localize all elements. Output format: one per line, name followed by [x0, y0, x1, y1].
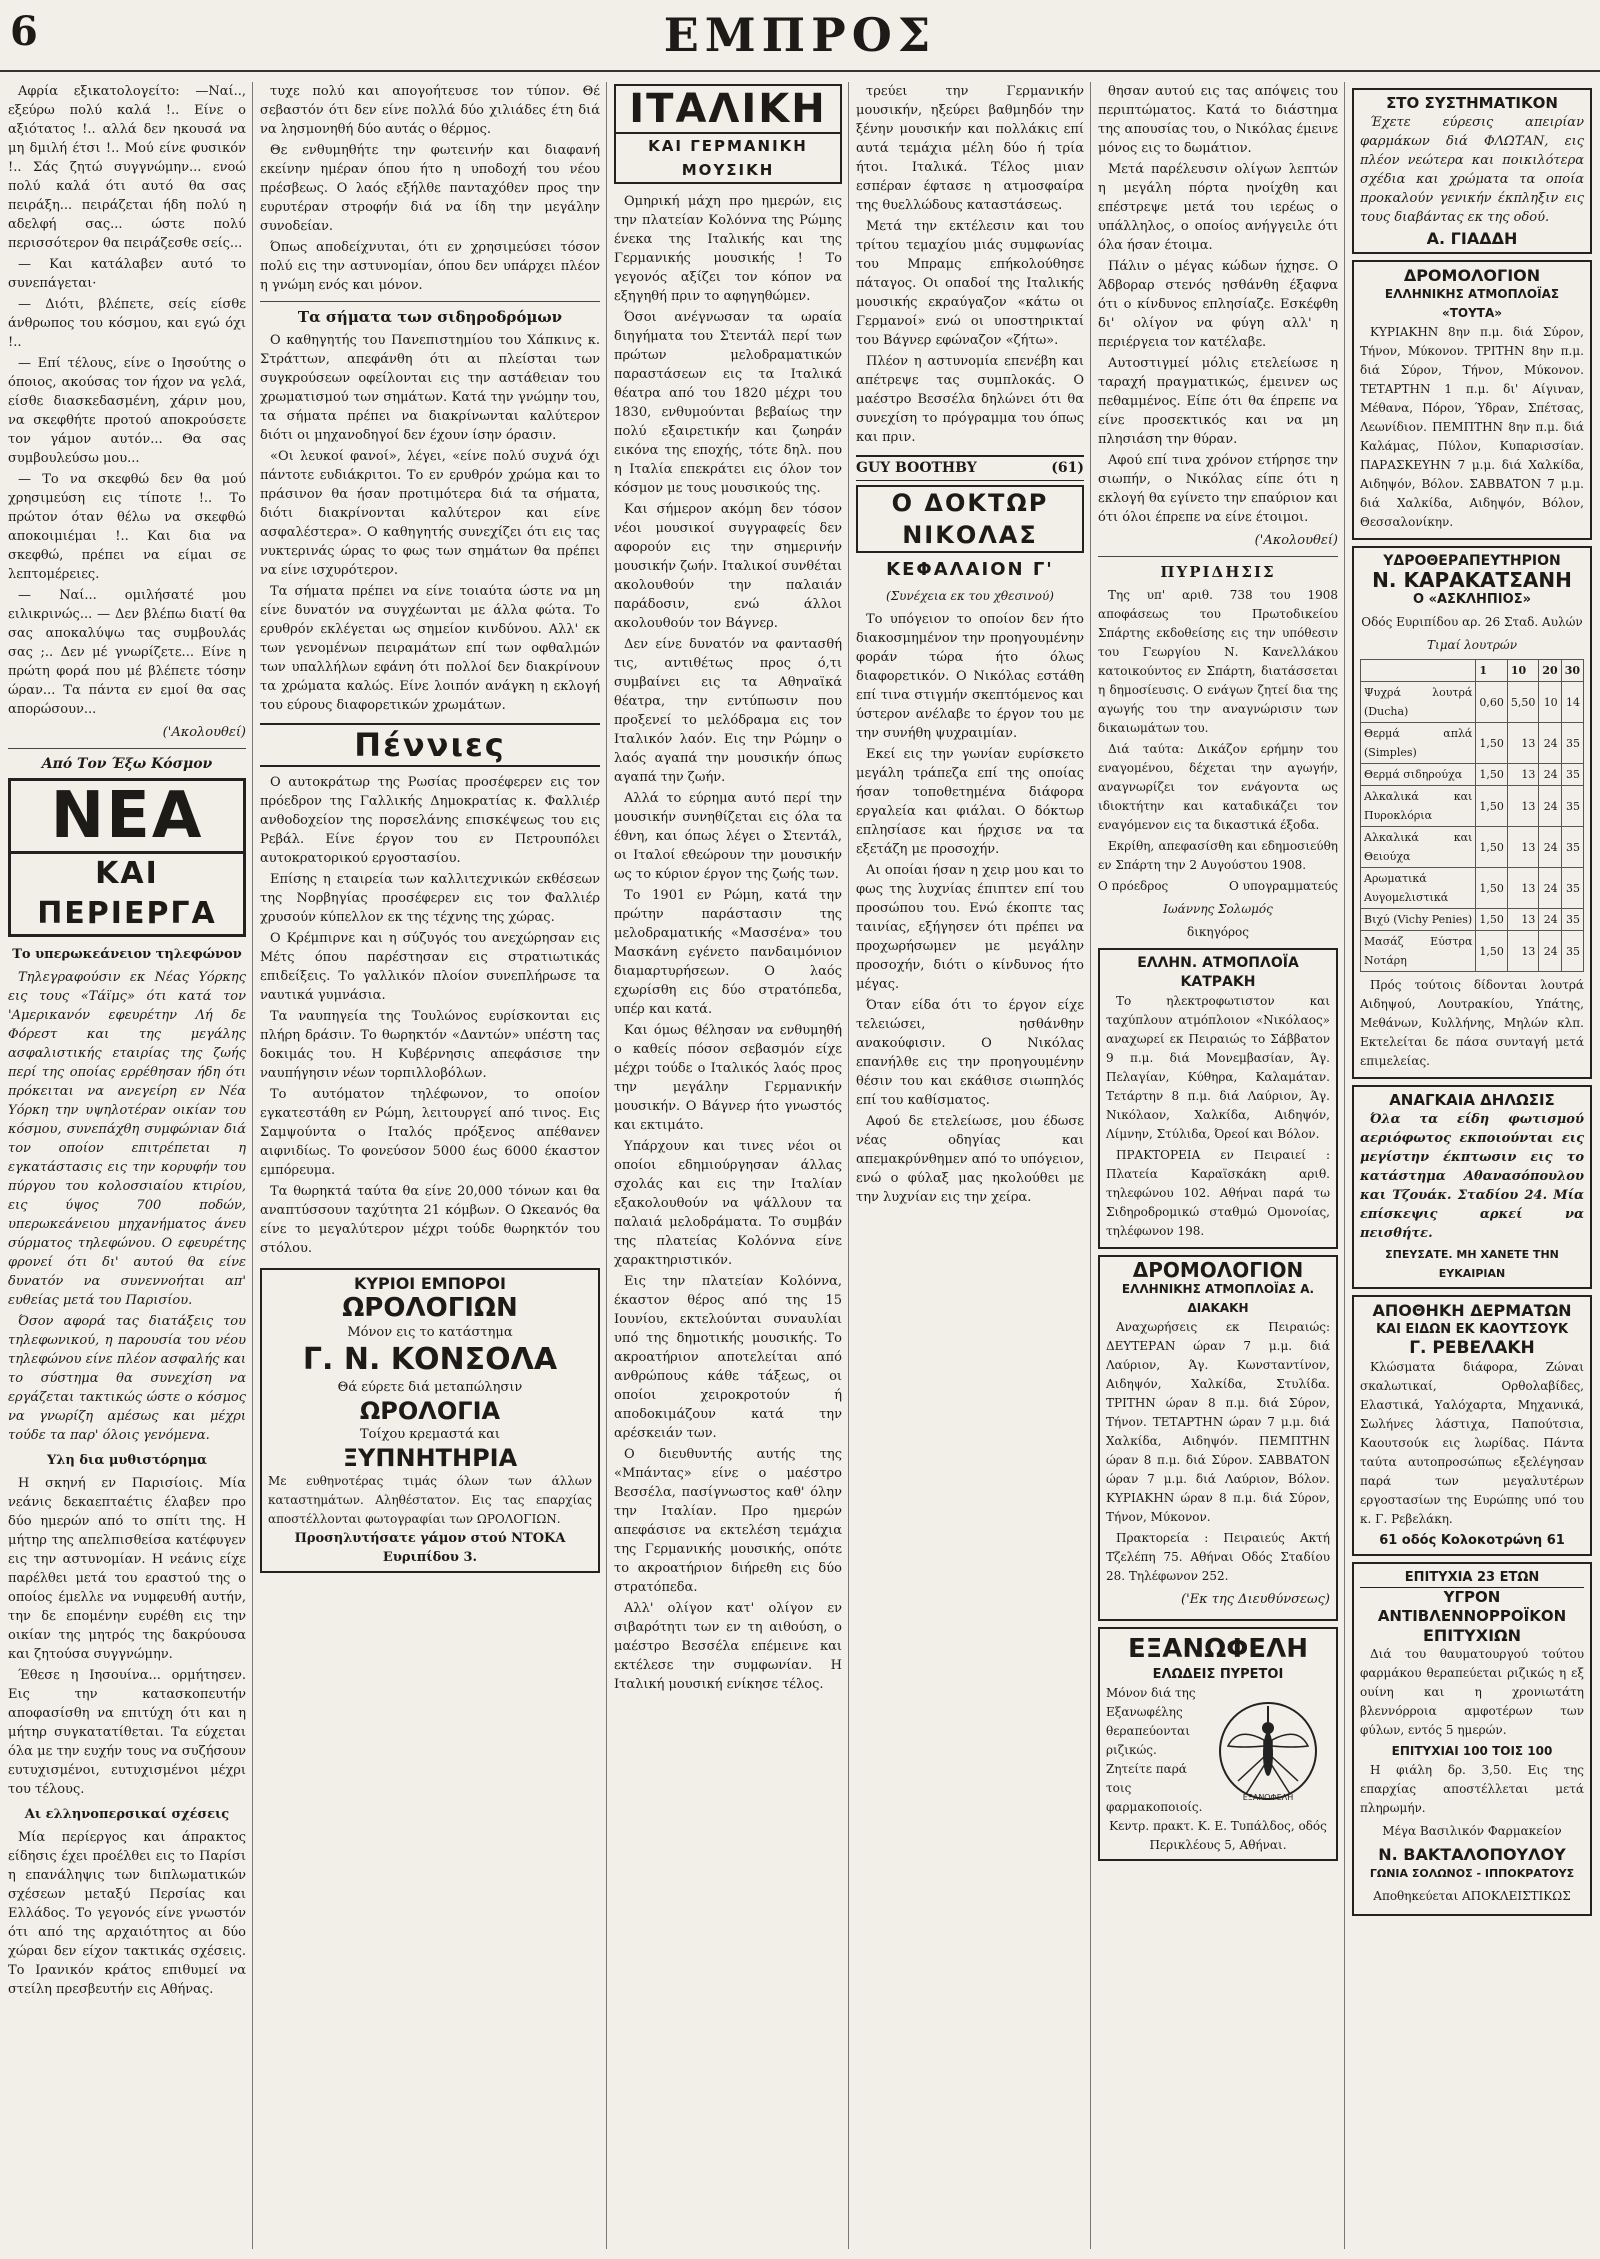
novel-paragraph: Πάλιν ο μέγας κώδων ήχησε. Ο Άδβοραρ στενός ησθάνθη έξαφνα ότι ο κίνδυνος επλησίαζε. Εσκέφθη δι' ολίγον να φύγη αλλ' η περιέργεια τον κατέλαβε. — [1098, 259, 1338, 350]
novel-paragraph: Αφού δε ετελείωσε, μου έδωσε νέας οδηγίας και απεμακρύνθημεν από το υπόγειον, ενώ ο φύλαξ μας ηκολούθει με την λυχνίαν εις την χείρα. — [856, 1114, 1084, 1205]
necessary-declaration-ad — [1352, 1085, 1592, 1289]
table-cell-price: 13 — [1507, 909, 1539, 931]
ad-title: ΔΡΟΜΟΛΟΓΙΟΝ — [1403, 266, 1541, 285]
novel-title: Ο ΔΟΚΤΩΡ ΝΙΚΟΛΑΣ — [856, 485, 1084, 553]
ad-line: ΩΡΟΛΟΓΙΩΝ — [342, 1293, 518, 1323]
column-rule — [252, 82, 253, 2249]
table-cell-name: Αλκαλικά και Θειούχα — [1361, 827, 1476, 868]
table-header: 30 — [1561, 660, 1583, 682]
ad-title: ΑΝΑΓΚΑΙΑ ΔΗΛΩΣΙΣ — [1389, 1091, 1555, 1109]
price-table-title: Τιμαί λουτρών — [1426, 638, 1518, 652]
table-row — [1361, 764, 1584, 786]
ad-content — [1106, 1684, 1330, 1817]
ad-title: ΣΤΟ ΣΥΣΤΗΜΑΤΙΚΟΝ — [1386, 94, 1558, 112]
article-paragraph: Τα ναυπηγεία της Τουλώνος ευρίσκονται εις πλήρη δράσιν. Το θωρηκτόν «Δαντών» υπέστη τας δοκιμάς του. Η Κυβέρνησις απεφάσισε την ναυπήγησιν νέων τορπιλλοβόλων. — [260, 1009, 600, 1081]
column-rule — [848, 82, 849, 2249]
stamp-text: ΕΞΑΝΩΦΕΛΗ — [1242, 1792, 1294, 1802]
signature-label: Ο υπογραμματεύς — [1229, 879, 1338, 893]
ad-line: ΚΥΡΙΟΙ ΕΜΠΟΡΟΙ — [354, 1274, 506, 1293]
novel-installment: (61) — [1051, 460, 1084, 476]
article-paragraph: Τα θωρηκτά ταύτα θα είνε 20,000 τόνων και θα αναπτύσσουν ταχύτητα 21 κόμβων. Ο Ωκεανός θα είνε το μεγαλύτερον μέχρι τούδε θωρηκτόν του στόλου. — [260, 1184, 600, 1256]
merchant-name: Γ. Ν. ΚΟΝΣΟΛΑ — [302, 1342, 558, 1377]
diakakis-schedule-ad — [1098, 1255, 1338, 1621]
serial-paragraph: — Το να σκεφθώ δεν θα μού χρησιμεύση εις τίποτε !.. Το πρώτον όταν θέλω να σκεφθώ αποκοιμιέμαι !.. Και δια να σκεφθώ, πρέπει να είμαι σε λεπτομέρειες. — [8, 472, 246, 582]
page-number: 6 — [10, 8, 38, 55]
price-table-body — [1361, 682, 1584, 972]
notice-paragraph: Εκρίθη, απεφασίσθη και εδημοσιεύθη εν Σπάρτη την 2 Αυγούστου 1908. — [1098, 839, 1338, 872]
divider — [260, 301, 600, 302]
novel-paragraph: Αι οποίαι ήσαν η χειρ μου και το φως της λυχνίας έπιπτεν επί του προσώπου του. Ενώ έκοπτε τας ταινίας, εξήγησεν ότι πρέπει να προχωρήσωμεν με μεγάλην προσοχήν, διότι ο κίνδυνος ήτο μέγας. — [856, 863, 1084, 992]
article-paragraph: Αλλ' ολίγον κατ' ολίγον εν σιβαρότητι των εν τη αιθούση, ο μαέστρο Βεσσέλα επέμεινε και εκτέλεσε την συμφωνίαν. Η Ιταλική μουσική ενίκησε τέλος. — [614, 1601, 842, 1692]
bath-price-table — [1360, 659, 1584, 972]
ad-title: ΑΠΟΘΗΚΗ ΔΕΡΜΑΤΩΝ — [1372, 1301, 1572, 1320]
hydrotherapy-ad — [1352, 546, 1592, 1079]
ad-name: Ν. ΒΑΚΤΑΛΟΠΟΥΛΟΥ — [1378, 1845, 1566, 1864]
ad-title: ΥΓΡΟΝ ΑΝΤΙΒΛΕΝΝΟΡΡΟΪΚΟΝ — [1377, 1588, 1567, 1625]
chapter-subheading: (Συνέχεια εκ του χθεσινού) — [886, 589, 1054, 603]
pennies-headline: Πέννιες — [260, 723, 600, 767]
column-rule — [1344, 82, 1345, 2249]
mosquito-icon — [1208, 1696, 1328, 1806]
article-paragraph: Υπάρχουν και τινες νέοι οι οποίοι εδημιούργησαν άλλας σχολάς και εις την Ιταλίαν εξακολουθούν να ψάλλουν τα παλαιά μελοδράματα. Το συμβάν της πλατείας Κολόννα είνε χαρακτηριστικόν. — [614, 1139, 842, 1268]
table-cell-price: 13 — [1507, 723, 1539, 764]
table-cell-price: 1,50 — [1476, 764, 1508, 786]
ad-title: ΥΔΡΟΘΕΡΑΠΕΥΤΗΡΙΟΝ — [1383, 553, 1561, 569]
table-cell-price: 13 — [1507, 931, 1539, 972]
article-paragraph: Ο αυτοκράτωρ της Ρωσίας προσέφερεν εις τον πρόεδρον της Γαλλικής Δημοκρατίας κ. Φαλλιέρ ανθοδοχείον της πορσελάνης επισκέψεως του εις Ρεβάλ. Είνε έργον του εν Πετρουπόλει αυτοκρατορικού εργοστασίου. — [260, 775, 600, 866]
article-paragraph: Το αυτόματον τηλέφωνον, το οποίον εγκατεστάθη εν Ρώμη, λειτουργεί από τινος. Εις Σαμψούντα ο Ιταλός πρόξενος απέθανεν αιφνιδίως. Το φονεύσον 5000 έως 6000 έκαστον εμπόρευμα. — [260, 1087, 600, 1178]
ad-line: ΞΥΠΝΗΤΗΡΙΑ — [342, 1444, 518, 1472]
novel-paragraph: Μετά παρέλευσιν ολίγων λεπτών η μεγάλη πόρτα ηνοίχθη και επέστρεψε μετά του ιερέως ο υπάλληλος, ο οποίος ανήγγειλε ότι όλα ήσαν έτοιμα. — [1098, 162, 1338, 253]
ad-footer: Προσηλυτήσατε γάμον στού ΝΤΟΚΑ Ευριπίδου 3. — [294, 1531, 566, 1565]
article-paragraph: τρεύει την Γερμανικήν μουσικήν, ηξεύρει βαθμηδόν την ξένην μουσικήν και πολλάκις επί αυτά τεμάχια μέλη δύο ή τρία ήτοι. Ιταλικά. Τέλος μιαν εσπέραν έφτασε η ατμοσφαίρα της θυελλώδους καταστάσεως. — [856, 84, 1084, 213]
signature-role: δικηγόρος — [1186, 925, 1249, 939]
ad-subtitle: ΕΛΛΗΝΙΚΗΣ ΑΤΜΟΠΛΟΪΑΣ «ΤΟΥΤΑ» — [1384, 287, 1560, 320]
notice-signatures — [1098, 877, 1338, 896]
table-cell-name: Ψυχρά λουτρά (Ducha) — [1361, 682, 1476, 723]
table-cell-price: 1,50 — [1476, 786, 1508, 827]
masthead — [0, 0, 1600, 72]
novel-paragraph: Όταν είδα ότι το έργον είχε τελειώσει, ησθάνθην ανακούφισιν. Ο Νικόλας επανήλθε εις την προηγουμένην θέσιν του και εκάθισε σιωπηλός επί του καθίσματος. — [856, 998, 1084, 1108]
article-paragraph: Τηλεγραφούσιν εκ Νέας Υόρκης εις τους «Τάϊμς» ότι κατά τον 'Αμερικανόν εφευρέτην Λή δε Φόρεστ και της μεγάλης ασφαλιστικής εταιρίας της ζωής περί της οποίας ερρέθησαν ήδη ότι πρόκειται να ανεγείρη εν Νέα Υόρκη την υψηλοτέραν οικίαν του κόσμου, συνεπάχθη συμφώνιαν διά τον οποίον επιτρέπεται η εγκατάστασις εις την κορυφήν του πύργου του κολοσσιαίου κτιρίου, εις ύψος 700 ποδών, υπερωκεάνειου μηχανήματος άνευ σύρματος τηλεφώνου. Ο εφευρέτης φρονεί ότι δι' αυτού θα είνε δυνατόν να συνεννοήται απ' ευθείας μετά του Παρισίου. — [8, 970, 246, 1308]
ad-address: Οδός Ευριπίδου αρ. 26 Σταδ. Αυλών — [1361, 615, 1583, 629]
article-paragraph: Εις την πλατείαν Κολόννα, έκαστον θέρος από της 15 Ιουνίου, εκτελούνται συναυλίαι υπό της δημοτικής μουσικής. Το ακροατήριον αποτελείται από ανθρώπους κάθε τάξεως, οι οποίοι χειροκροτούν ή αποδοκιμάζουν κατά την αρέσκειάν των. — [614, 1274, 842, 1441]
ad-body: Η φιάλη δρ. 3,50. Εις της επαρχίας αποστέλλεται μετά πληρωμήν. — [1360, 1763, 1584, 1815]
ad-footer: ΣΠΕΥΣΑΤΕ. ΜΗ ΧΑΝΕΤΕ ΤΗΝ ΕΥΚΑΙΡΙΑΝ — [1385, 1248, 1559, 1280]
section-label: Από Τον Έξω Κόσμον — [41, 756, 213, 772]
ad-body: Πρακτορεία : Πειραιεύς Ακτή Τζελέπη 75. Αθήναι Οδός Σταδίου 28. Τηλέφωνον 252. — [1106, 1531, 1330, 1583]
table-cell-price: 1,50 — [1476, 723, 1508, 764]
nea-headline: ΝΕΑ — [8, 778, 246, 854]
column-6 — [1352, 82, 1592, 2249]
table-cell-price: 35 — [1561, 909, 1583, 931]
article-paragraph: «Οι λευκοί φανοί», λέγει, «είνε πολύ συχνά όχι πάντοτε ευδιάκριτοι. Το εν ερυθρόν χρώμα και το πράσινον θα ήσαν προτιμότερα διά τα σήματα, διότι διακρίνονται καλύτερον και είνε ασφαλέστερα». Ο καθηγητής συνεχίζει ότι εις τας νυκτερινάς ώρας το φως των σημάτων θα πρέπει να είνε ισχυρότερον. — [260, 449, 600, 578]
table-cell-name: Αρωματικά Αυγομελιστικά — [1361, 868, 1476, 909]
ad-body: Πρός τούτοις δίδονται λουτρά Αιδηψού, Λουτρακίου, Υπάτης, Μεθάνων, Κυλλήνης, Μηλών κλπ. Εκτελείται δε πάσα συνταγή μετά επιμελείας. — [1360, 978, 1584, 1068]
article-paragraph: Όσοι ανέγνωσαν τα ωραία διηγήματα του Στεντάλ περί των πρώτων μελοδραματικών παραστάσεων εις τα Ιταλικά θέατρα από του 1820 μέχρι του 1830, ενθυμούνται βεβαίως την πολύ εξαιρετικήν και ζωηράν εικόνα της εποχής, τότε δηλ. που η Ιταλία επεκράτει εις όλον τον κόσμον με τους μουσικούς της. — [614, 310, 842, 496]
ad-footer: Αποθηκεύεται ΑΠΟΚΛΕΙΣΤΙΚΩΣ — [1373, 1889, 1571, 1903]
article-paragraph: Δεν είνε δυνατόν να φαντασθή τις, αντιθέτως προς ό,τι συμβαίνει εις τα Αθηναϊκά θέατρα, την εντύπωσιν που προξενεί το μελόδραμα εις τον Ιταλικόν λαόν. Εις την Ρώμην ο λαός αγαπά την μουσικήν όπως αγαπά την ζωήν. — [614, 637, 842, 785]
newspaper-title: ΕΜΠΡΟΣ — [663, 8, 937, 62]
ad-body: Όλα τα είδη φωτισμού αεριόφωτος εκποιούνται εις μεγίστην έκπτωσιν εις το κατάστημα Αθανασόπουλου και Τζουάκ. Σταδίου 24. Μία επίσκεψις αρκεί να πεισθήτε. — [1360, 1112, 1584, 1241]
table-cell-price: 24 — [1539, 931, 1561, 972]
article-paragraph: Μετά την εκτέλεσιν και του τρίτου τεμαχίου μιάς συμφωνίας του Μπραμς επήκολούθησε πάταγος. Οι οπαδοί της Ιταλικής μουσικής εκραύγαζον «κάτω οι Γερμανοί» ενώ οι υποστηρικταί του Βάγνερ εφώναζον «ζήτω». — [856, 219, 1084, 348]
table-cell-price: 35 — [1561, 868, 1583, 909]
table-cell-price: 24 — [1539, 764, 1561, 786]
table-cell-name: Μασάζ Εύστρα Νοτάρη — [1361, 931, 1476, 972]
table-row — [1361, 909, 1584, 931]
article-paragraph: Ο καθηγητής του Πανεπιστημίου του Χάπκινς κ. Στράττων, απεφάνθη ότι αι πλείσται των συγκρούσεων οφείλονται εις την αστάθειαν του χρωματισμού των σημάτων. Κατά την γνώμην του, τα σήματα πρέπει να διακρίνωνται καλύτερον διότι οι μηχανοδηγοί δεν έχουν ίσην όρασιν. — [260, 333, 600, 443]
ad-store: Μέγα Βασιλικόν Φαρμακείον — [1382, 1824, 1562, 1838]
article-paragraph: Έθεσε η Ιησουίνα... ορμήτησεν. Εις την κατασκοπευτήν αποφασίσθη να επιτύχη ότι και η μήτηρ συγκατατίθεται. Τα εύχεται όλα με την ευχήν τους να συζήσουν ευτυχισμένοι, ευτυχισμένοι μέχρι του τέλους. — [8, 1668, 246, 1797]
ad-line: Θά εύρετε διά μεταπώλησιν — [337, 1380, 523, 1395]
ad-body: Με ευθηνοτέρας τιμάς όλων των άλλων καταστημάτων. Αληθέστατον. Εις τας επαρχίας αποστέλλονται φωτογραφίαι των ΩΡΟΛΟΓΙΩΝ. — [268, 1474, 592, 1526]
ad-slogan: ΕΠΙΤΥΧΙΑΙ 100 ΤΟΙΣ 100 — [1391, 1744, 1553, 1758]
article-paragraph: Τα σήματα πρέπει να είνε τοιαύτα ώστε να μη είνε δυνατόν να συγχέωνται με άλλα φώτα. Το ερυθρόν εκλέγεται ως σημείον κινδύνου. Αλλ' εκ των γενομένων πειραμάτων επί των οφθαλμών των υπαλλήλων εφάνη ότι πολλοί δεν διακρίνουν τα χρώματα καλώς. Είνε λοιπόν ανάγκη η εκλογή του εύρους διαφορετικών χρωμάτων. — [260, 584, 600, 713]
table-cell-name: Αλκαλικά και Πυροκλόρια — [1361, 786, 1476, 827]
notice-paragraph: Διά ταύτα: Δικάζον ερήμην του εναγομένου, δέχεται την αγωγήν, αναγνωρίζει τον ενάγοντα ως ιδιοκτήτην και καταδικάζει τον εναγόμενον εις τα δικαστικά έξοδα. — [1098, 742, 1338, 832]
novel-paragraph: Εκεί εις την γωνίαν ευρίσκετο μεγάλη τράπεζα επί της οποίας ήσαν τοποθετημένα διάφορα εργαλεία και φιάλαι. Ο δόκτωρ επλησίασε και ήρχισε να τα εξετάζη με προσοχήν. — [856, 747, 1084, 857]
ad-subtitle: ΕΛΩΔΕΙΣ ΠΥΡΕΤΟΙ — [1152, 1667, 1284, 1682]
ad-body: Έχετε εύρεσις απειρίαν φαρμάκων διά ΦΛΩΤΑΝ, εις πλέον νεώτερα και ποικιλότερα σχέδια και χρώματα τα οποία προκαλούν γενικήν έκπληξιν εις τους διαβάντας εκ της οδού. — [1360, 115, 1584, 225]
column-1 — [8, 82, 246, 2249]
table-cell-price: 13 — [1507, 764, 1539, 786]
ad-subtitle: ΕΛΛΗΝΙΚΗΣ ΑΤΜΟΠΛΟΪΑΣ Α. ΔΙΑΚΑΚΗ — [1121, 1282, 1315, 1315]
table-row — [1361, 868, 1584, 909]
novel-paragraph: Αυτοστιγμεί μόλις ετελείωσε η ταραχή πραγματικώς, έμεινεν ως πεθαμμένος. Είπε ότι θα έπρεπε να είνε προσεκτικός και να μη πλησιάση την θύραν. — [1098, 356, 1338, 447]
divider — [8, 748, 246, 749]
table-cell-price: 13 — [1507, 827, 1539, 868]
table-row — [1361, 723, 1584, 764]
serial-paragraph: — Ναί... ομιλήσατέ μου ειλικρινώς... — Δεν βλέπω διατί θα σας αποκαλύψω τας συμβουλάς σας ;.. Δεν μέ γνωρίζετε... Είνε η πρώτη φορά που μέ βλέπετε τόσην ώραν... Τα πάντα εν εμοί θα σας απορώσουν... — [8, 588, 246, 717]
systematikon-ad — [1352, 88, 1592, 254]
ad-title: ΕΞΑΝΩΦΕΛΗ — [1128, 1634, 1308, 1664]
ad-title: ΕΛΛΗΝ. ΑΤΜΟΠΛΟΪΑ ΚΑΤΡΑΚΗ — [1137, 955, 1299, 990]
leather-store-ad — [1352, 1295, 1592, 1556]
notice-paragraph: Της υπ' αριθ. 738 του 1908 αποφάσεως του Πρωτοδικείου Σπάρτης εκδοθείσης εις την υπόθεσιν του Γεωργίου Ν. Κανελλάκου κατοικούντος εν Σπάρτη, διατάσσεται η δημοσίευσις. Ο ενάγων ζητεί δια της αγωγής του την αναγνώρισιν των δικαιωμάτων του. — [1098, 588, 1338, 735]
article-title: Τα σήματα των σιδηροδρόμων — [297, 308, 563, 326]
article-paragraph: τυχε πολύ και απογοήτευσε τον τύπον. Θέ σεβαστόν ότι δεν είνε πολλά δύο χιλιάδες έτη διά να λησμονηθή δύο αυτάς ο θέρμος. — [260, 84, 600, 137]
ad-address: ΓΩΝΙΑ ΣΟΛΩΝΟΣ - ΙΠΠΟΚΡΑΤΟΥΣ — [1369, 1867, 1575, 1880]
serial-paragraph: — Και κατάλαβεν αυτό το συνεπάγεται· — [8, 257, 246, 291]
table-cell-price: 24 — [1539, 827, 1561, 868]
table-header: 1 — [1476, 660, 1508, 682]
column-2 — [260, 82, 600, 2249]
table-cell-price: 24 — [1539, 909, 1561, 931]
article-title: Υλη δια μυθιστόρημα — [47, 1453, 207, 1468]
table-cell-name: Βιχύ (Vichy Penies) — [1361, 909, 1476, 931]
novel-author: GUY BOOTHBY — [856, 460, 977, 476]
novel-header — [856, 455, 1084, 481]
ad-title: ΔΡΟΜΟΛΟΓΙΟΝ — [1132, 1258, 1304, 1282]
article-paragraph: Όσον αφορά τας διατάξεις του τηλεφωνικού, η παρουσία του νέου τηλεφώνου είνε πλέον ασφαλής και το σύστημα θα συνεχίση να εργάζεται τακτικώς ώστε ο κόσμος να γνωρίζη αμέσως και μέχρι τούδε τα παρ' όλοις γενόμενα. — [8, 1314, 246, 1443]
ad-subtitle: Ο «ΑΣΚΛΗΠΙΟΣ» — [1413, 592, 1531, 607]
ad-body: Διά του θαυματουργού τούτου φαρμάκου θεραπεύεται ριζικώς η εξ ουίνη και η χρονιωτάτη βλεννόρροια αμφοτέρων των φύλων, εντός 5 ημερών. — [1360, 1647, 1584, 1737]
signature-name: Ιωάννης Σολωμός — [1163, 902, 1273, 916]
ad-body: Κλώσματα διάφορα, Ζώναι σκαλωτικαί, Ορθολαβίδες, Ελαστικά, Υαλόχαρτα, Μηχανικά, Σωλήνες λάστιχα, Παπούτσια, Καουτσούκ εις λωρίδας. Πάντα ταύτα αυτοπροσώπως εξελέγησαν παρά των μεγαλυτέρων εργοστασίων της Ευρώπης υπό του κ. Γ. Ρεβελάκη. — [1360, 1360, 1584, 1526]
table-row — [1361, 827, 1584, 868]
table-cell-price: 1,50 — [1476, 868, 1508, 909]
novel-paragraph: θησαν αυτού εις τας απόψεις του περιπτώματος. Κατά το διάστημα της απουσίας του, ο Νικόλας έμεινε μόνος εις το δωμάτιον. — [1098, 84, 1338, 156]
article-paragraph: Και όμως θέλησαν να ενθυμηθή ο καθείς πόσον σεβασμόν είχε μέχρι τούδε ο Ιταλικός λαός προς την μεγάλην Γερμανικήν μουσικήν. Ο Βάγνερ ήτο γνωστός και εκτιμάτο. — [614, 1023, 842, 1133]
article-paragraph: Και σήμερον ακόμη δεν τόσον νέοι μουσικοί συγγραφείς δεν αφορούν εις την σημερινήν μουσικήν ζωήν. Ιταλικοί συνθέται ακολουθούν την παλαιάν παράδοσιν, ενώ άλλοι ακολουθούν τον Βάγνερ. — [614, 502, 842, 631]
table-header: 20 — [1539, 660, 1561, 682]
table-cell-price: 0,60 — [1476, 682, 1508, 723]
table-cell-price: 1,50 — [1476, 931, 1508, 972]
table-cell-price: 13 — [1507, 868, 1539, 909]
ad-name: Γ. ΡΕΒΕΛΑΚΗ — [1409, 1338, 1535, 1358]
table-cell-price: 10 — [1539, 682, 1561, 723]
touta-schedule-ad — [1352, 260, 1592, 540]
article-paragraph: Θε ενθυμηθήτε την φωτεινήν και διαφανή εκείνην ημέραν όπου ήτο η υποδοχή του νέου πρέσβεως. Ο λαός εξήλθε πανταχόθεν προς την ευρυτέραν στροφήν διά να ίδη την μεγάλην συνοδείαν. — [260, 143, 600, 234]
column-rule — [606, 82, 607, 2249]
ad-address: 61 οδός Κολοκοτρώνη 61 — [1379, 1533, 1565, 1548]
ad-body: ΚΥΡΙΑΚΗΝ 8ην π.μ. διά Σύρον, Τήνον, Μύκονον. ΤΡΙΤΗΝ 8ην π.μ. διά Σύρον, Τήνον, Μύκονον. ΤΕΤΑΡΤΗΝ 1 π.μ. δι' Αίγιναν, Μέθανα, Πόρον, Ύδραν, Σπέτσας, Λεωνίδιον. ΠΕΜΠΤΗΝ 8ην π.μ. διά Καλάμας, Πύλον, Κυπαρισσίαν. ΠΑΡΑΣΚΕΥΗΝ 7 μ.μ. διά Χαλκίδα, Αιδηψόν, Βόλον. ΣΑΒΒΑΤΟΝ 7 μ.μ. διά Χαλκίδα, Αιδηψόν, Βόλον, Θεσσαλονίκην. — [1360, 325, 1584, 529]
continued-note: ('Ακολουθεί) — [162, 725, 246, 740]
ad-body: Αναχωρήσεις εκ Πειραιώς: ΔΕΥΤΕΡΑΝ ώραν 7 μ.μ. διά Λαύριον, Άγ. Κωνσταντίνον, Αιδηψόν, Χαλκίδα, Στυλίδα. ΤΡΙΤΗΝ ώραν 8 π.μ. διά Σύρον, Τήνον. ΤΕΤΑΡΤΗΝ ώραν 7 μ.μ. διά Χαλκίδα, Αιδηψόν. ΠΕΜΠΤΗΝ ώραν 8 π.μ. διά Σύρον. ΣΑΒΒΑΤΟΝ ώραν 7 μ.μ. διά Λαύριον, Βόλον. ΚΥΡΙΑΚΗΝ ώραν 8 π.μ. διά Σύρον, Τήνον, Μύκονον. — [1106, 1320, 1330, 1524]
article-title: Το υπερωκεάνειον τηλεφώνον — [12, 947, 242, 962]
katrakis-shipping-ad — [1098, 948, 1338, 1249]
ad-title: ΕΠΙΤΥΧΙΑ 23 ΕΤΩΝ — [1360, 1568, 1584, 1588]
table-cell-price: 13 — [1507, 786, 1539, 827]
ad-line: Τοίχου κρεμαστά και — [359, 1427, 501, 1442]
table-cell-price: 24 — [1539, 786, 1561, 827]
table-header — [1361, 660, 1476, 682]
table-row — [1361, 682, 1584, 723]
article-paragraph: Ο Κρέμπιρνε και η σύζυγός του ανεχώρησαν εις Μέτς όπου παρέστησαν εις στρατιωτικάς επιδείξεις. Το γαλλικόν πλοίον συνεπλήρωσε τα ναυτικά γυμνάσια. — [260, 931, 600, 1003]
clock-merchant-ad — [260, 1268, 600, 1573]
column-5 — [1098, 82, 1338, 2249]
table-row — [1361, 786, 1584, 827]
ad-body: ΠΡΑΚΤΟΡΕΙΑ εν Πειραιεί : Πλατεία Καραϊσκάκη αριθ. τηλεφώνου 102. Αθήναι παρά τω Σιδηροδρομικώ σταθμώ Ομονοίας, τηλέφωνον 198. — [1106, 1148, 1330, 1238]
notice-title: ΠΥΡΙΔΗΣΙΣ — [1160, 563, 1276, 581]
article-title: Αι ελληνοπερσικαί σχέσεις — [24, 1807, 230, 1822]
article-paragraph: Η σκηνή εν Παρισίοις. Μία νεάνις δεκαεπταέτις έλαβεν προ δύο ημερών από το σπίτι της. Η μήτηρ της απελπισθείσα κατέφυγεν εις την αστυνομίαν. Η νεάνις είχε παρέλθει μετά του εραστού της ο οποίος έμελλε να νυμφευθή αυτήν, την δε επομένην ευρέθη εις την οικίαν της μητρός της δακρύουσα και ζητούσα συγγνώμην. — [8, 1476, 246, 1662]
ad-body: Μόνον διά της Εξανωφέλης θεραπεύονται ριζικώς. Ζητείτε παρά τοις φαρμακοποιοίς. — [1106, 1686, 1203, 1814]
ad-title: ΚΑΙ ΕΙΔΩΝ ΕΚ ΚΑΟΥΤΣΟΥΚ — [1375, 1322, 1569, 1337]
ad-name: Α. ΓΙΑΔΔΗ — [1426, 229, 1518, 248]
ad-footer: ('Εκ της Διευθύνσεως) — [1181, 1592, 1330, 1607]
table-cell-price: 35 — [1561, 786, 1583, 827]
divider — [1098, 556, 1338, 557]
novel-paragraph: Αφού επί τινα χρόνον ετήρησε την σιωπήν, ο Νικόλας είπε ότι η εκλογή θα εγίνετο την επαύριον και ότι όλοι έπρεπε να είνε έτοιμοι. — [1098, 453, 1338, 525]
article-paragraph: Πλέον η αστυνομία επενέβη και απέτρεψε τας συμπλοκάς. Ο μαέστρο Βεσσέλα δηλώνει ότι θα συνεχίση το πρόγραμμα του όπως και πριν. — [856, 354, 1084, 445]
exanofeli-ad — [1098, 1627, 1338, 1861]
table-cell-price: 1,50 — [1476, 909, 1508, 931]
table-cell-price: 14 — [1561, 682, 1583, 723]
ad-line: Μόνον εις το κατάστημα — [347, 1325, 513, 1340]
chapter-heading: ΚΕΦΑΛΑΙΟΝ Γ' — [886, 559, 1054, 580]
table-cell-price: 1,50 — [1476, 827, 1508, 868]
serial-paragraph: Αφρία εξικατολογείτο: —Ναί.., εξεύρω πολύ καλά !.. Είνε ο αξιότατος !.. αλλά δεν ηκουσά να μη δμιλή έτσι !.. Μού είνε φυσικόν !.. Σάς ζητώ συγγνώμην... ενοώ πολύ καλά ότι αυτό θα σας πειράξη... πειράζεται ήδη πολύ η αδελφή σας... ώστε πολύ περισσότερον θα πειράζεσθε σείς... — [8, 84, 246, 251]
pharmacy-ad — [1352, 1562, 1592, 1916]
article-paragraph: Μία περίεργος και άπρακτος είδησις έχει προέλθει εις το Παρίσι η επανάληψις των διπλωματικών σχέσεων μεταξύ Περσίας και Ελλάδος. Το γεγονός είνε γνωστόν ότι από της αρχαιότητος αι δύο χώραι δεν είχον τακτικάς σχέσεις. Το Ιρανικόν κράτος επιθυμεί να στείλη πρεσβευτήν εις Αθήνας. — [8, 1830, 246, 1997]
column-3 — [614, 82, 842, 2249]
table-cell-name: Θερμά σιδηρούχα — [1361, 764, 1476, 786]
table-cell-name: Θερμά απλά (Simples) — [1361, 723, 1476, 764]
continued-note: ('Ακολουθεί) — [1254, 533, 1338, 548]
novel-paragraph: Το υπόγειον το οποίον δεν ήτο διακοσμημένον την προηγουμένην φοράν τώρα ήτο όλως διαφορετικόν. Ο Νικόλας εστάθη επί τινα στιγμήν σκεπτόμενος και ύστερον ανέλαβε το έργον του με την συνήθη ψυχραιμίαν. — [856, 612, 1084, 741]
article-paragraph: Αλλά το εύρημα αυτό περί την μουσικήν συνηθίζεται εις όλα τα έθνη, και όπως λέγει ο Στεντάλ, οι Ιταλοί εθεώρουν την μουσικήν ως το κύριον έργον της ζωής των. — [614, 791, 842, 882]
article-paragraph: Ομηρική μάχη προ ημερών, εις την πλατείαν Κολόννα της Ρώμης ένεκα της Ιταλικής και της Γερμανικής μουσικής ! Το γεγονός αξίζει τον κόπον να εξηγηθή πριν το αφηγηθώμεν. — [614, 194, 842, 304]
table-cell-price: 35 — [1561, 827, 1583, 868]
music-headline: ΙΤΑΛΙΚΗ — [614, 84, 842, 132]
table-cell-price: 35 — [1561, 931, 1583, 972]
table-row — [1361, 931, 1584, 972]
column-rule — [1090, 82, 1091, 2249]
table-cell-price: 5,50 — [1507, 682, 1539, 723]
column-4 — [856, 82, 1084, 2249]
table-header: 10 — [1507, 660, 1539, 682]
ad-footer: Κεντρ. πρακτ. Κ. Ε. Τυπάλδος, οδός Περικλέους 5, Αθήναι. — [1109, 1819, 1327, 1852]
table-cell-price: 35 — [1561, 764, 1583, 786]
article-paragraph: Όπως αποδείχνυται, ότι εν χρησιμεύσει τόσον πολύ εις την αστυνομίαν, όπου δεν υπάρχει πλέον η γνώμη ενός και μόνον. — [260, 240, 600, 293]
music-subheadline: ΚΑΙ ΓΕΡΜΑΝΙΚΗ ΜΟΥΣΙΚΗ — [614, 132, 842, 184]
ad-line: ΩΡΟΛΟΓΙΑ — [359, 1397, 501, 1425]
article-paragraph: Επίσης η εταιρεία των καλλιτεχνικών εκθέσεων της Νορβηγίας προσέφερεν εις τον Φαλλιέρ χρυσούν κύπελλον εκ της τέχνης της χώρας. — [260, 872, 600, 925]
serial-paragraph: — Επί τέλους, είνε ο Ιησούτης ο όποιος, ακούσας τον ήχον να γελά, είσθε διασκεδασμένη, χάριν μου, να σκεφθήτε προτού αποκρούσετε τον γάμον αυτόν... Θα σας συμβουλεύσω μου... — [8, 356, 246, 466]
article-paragraph: Το 1901 εν Ρώμη, κατά την πρώτην παράστασιν της μελοδραματικής «Μασσένα» του Μασκάνη εγένετο πανδαιμόνιον διαμαρτυρήσεων. Ο λαός εχωρίσθη εις δύο στρατόπεδα, υπέρ και κατά. — [614, 888, 842, 1017]
ad-name: Ν. ΚΑΡΑΚΑΤΣΑΝΗ — [1372, 568, 1572, 592]
serial-paragraph: — Διότι, βλέπετε, σείς είσθε άνθρωπος του κόσμου, και εγώ όχι !.. — [8, 297, 246, 350]
table-cell-price: 35 — [1561, 723, 1583, 764]
table-cell-price: 24 — [1539, 723, 1561, 764]
nea-subheadline: ΚΑΙ ΠΕΡΙΕΡΓΑ — [8, 854, 246, 937]
ad-body: Το ηλεκτροφωτιστον και ταχύπλουν ατμόπλοιον «Νικόλαος» αναχωρεί εκ Πειραιώς το Σάββατον 9 π.μ. διά Μονεμβασίαν, Άγ. Πελαγίαν, Κύθηρα, Καλαμάταν. Τετάρτην 8 π.μ. διά Λαύριον, Άγ. Νικόλαον, Χαλκίδα, Αιδηψόν, Λίμνην, Στύλιδα, Όρεοί και Βόλον. — [1106, 994, 1330, 1141]
table-cell-price: 24 — [1539, 868, 1561, 909]
article-paragraph: Ο διευθυντής αυτής της «Μπάντας» είνε ο μαέστρο Βεσσέλα, πασίγνωστος καθ' όλην την Ιταλίαν. Προ ημερών απεφάσισε να εκτελέση τεμάχια της Γερμανικής μουσικής, οπότε το ακροατήριον διήρεθη εις δύο στρατόπεδα. — [614, 1447, 842, 1595]
ad-title: ΕΠΙΤΥΧΙΩΝ — [1422, 1626, 1522, 1645]
signature-label: Ο πρόεδρος — [1098, 879, 1169, 893]
